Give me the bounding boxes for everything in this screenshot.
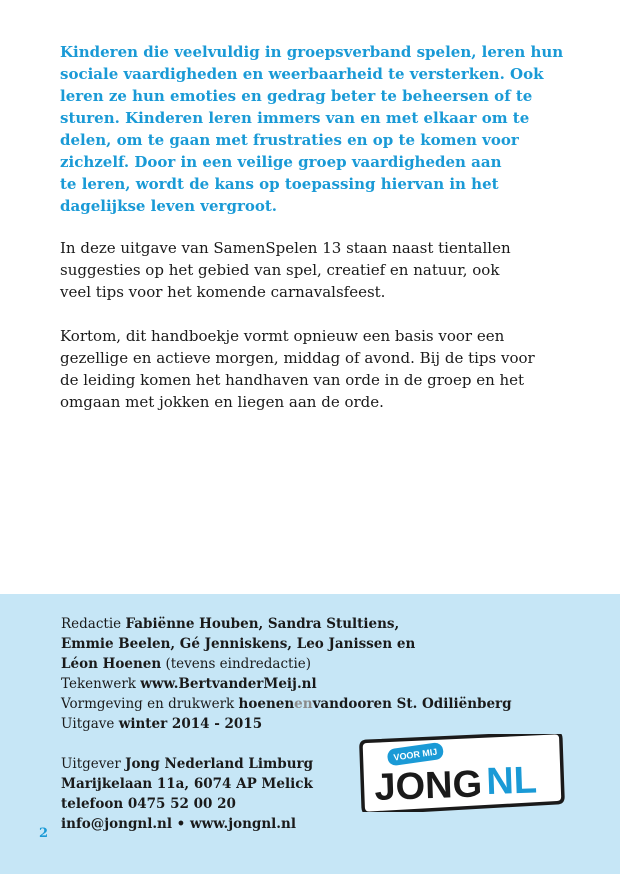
intro-line: delen, om te gaan met frustraties en op te komen voor [60, 131, 519, 149]
body-line: gezellige en actieve morgen, middag of avond. Bij de tips voor [60, 349, 535, 367]
tekenwerk-line [61, 674, 512, 694]
redactie-line [61, 614, 512, 634]
address: Marijkelaan 11a, 6074 AP Melick [61, 776, 313, 792]
page-number: 2 [39, 826, 49, 841]
printer-name-part: hoenen [238, 696, 295, 712]
printer-name-part: en [294, 696, 313, 712]
logo-word-nl: NL [485, 759, 538, 804]
phone: telefoon 0475 52 00 20 [61, 796, 236, 812]
uitgave-line [61, 714, 512, 734]
body-paragraph-2 [60, 325, 560, 413]
web-contact[interactable]: info@jongnl.nl • www.jongnl.nl [61, 816, 296, 832]
printer-name-part: vandooren St. Odiliënberg [312, 696, 512, 712]
body-line: Kortom, dit handboekje vormt opnieuw een basis voor een [60, 327, 505, 345]
body-line: suggesties op het gebied van spel, creatief en natuur, ook [60, 261, 500, 279]
intro-paragraph [60, 41, 564, 217]
uitgever-value: Jong Nederland Limburg [125, 756, 314, 772]
intro-line: dagelijkse leven vergroot. [60, 197, 278, 215]
body-line: omgaan met jokken en liegen aan de orde. [60, 393, 384, 411]
redactie-line [61, 654, 512, 674]
body-line: veel tips voor het komende carnavalsfeest. [60, 283, 386, 301]
colophon-footer [0, 594, 620, 874]
redactie-names: Fabiënne Houben, Sandra Stultiens, [125, 616, 400, 632]
tekenwerk-link[interactable]: www.BertvanderMeij.nl [140, 676, 317, 692]
uitgave-label: Uitgave [61, 716, 115, 732]
intro-line: sturen. Kinderen leren immers van en met elkaar om te [60, 109, 530, 127]
logo-tagline: VOOR MIJ [392, 746, 438, 763]
redactie-note: (tevens eindredactie) [165, 656, 312, 672]
logo-word-jong: JONG [373, 763, 483, 810]
body-line: de leiding komen het handhaven van orde in de groep en het [60, 371, 525, 389]
redactie-line [61, 634, 512, 654]
body-line: In deze uitgave van SamenSpelen 13 staan naast tientallen [60, 239, 511, 257]
body-paragraph-1 [60, 237, 560, 303]
intro-line: Kinderen die veelvuldig in groepsverband spelen, leren hun [60, 43, 564, 61]
redactie-names: Emmie Beelen, Gé Jenniskens, Leo Janissen en [61, 636, 416, 652]
jongnl-logo [358, 734, 566, 812]
uitgave-value: winter 2014 - 2015 [118, 716, 263, 732]
intro-line: leren ze hun emoties en gedrag beter te beheersen of te [60, 87, 533, 105]
intro-line: sociale vaardigheden en weerbaarheid te versterken. Ook [60, 65, 544, 83]
uitgever-label: Uitgever [61, 756, 121, 772]
redactie-label: Redactie [61, 616, 122, 632]
vormgeving-label: Vormgeving en drukwerk [61, 696, 235, 712]
redactie-names: Léon Hoenen [61, 656, 162, 672]
tekenwerk-label: Tekenwerk [61, 676, 136, 692]
web-line [61, 814, 512, 834]
intro-line: te leren, wordt de kans op toepassing hiervan in het [60, 175, 499, 193]
vormgeving-line [61, 694, 512, 714]
intro-line: zichzelf. Door in een veilige groep vaardigheden aan [60, 153, 502, 171]
